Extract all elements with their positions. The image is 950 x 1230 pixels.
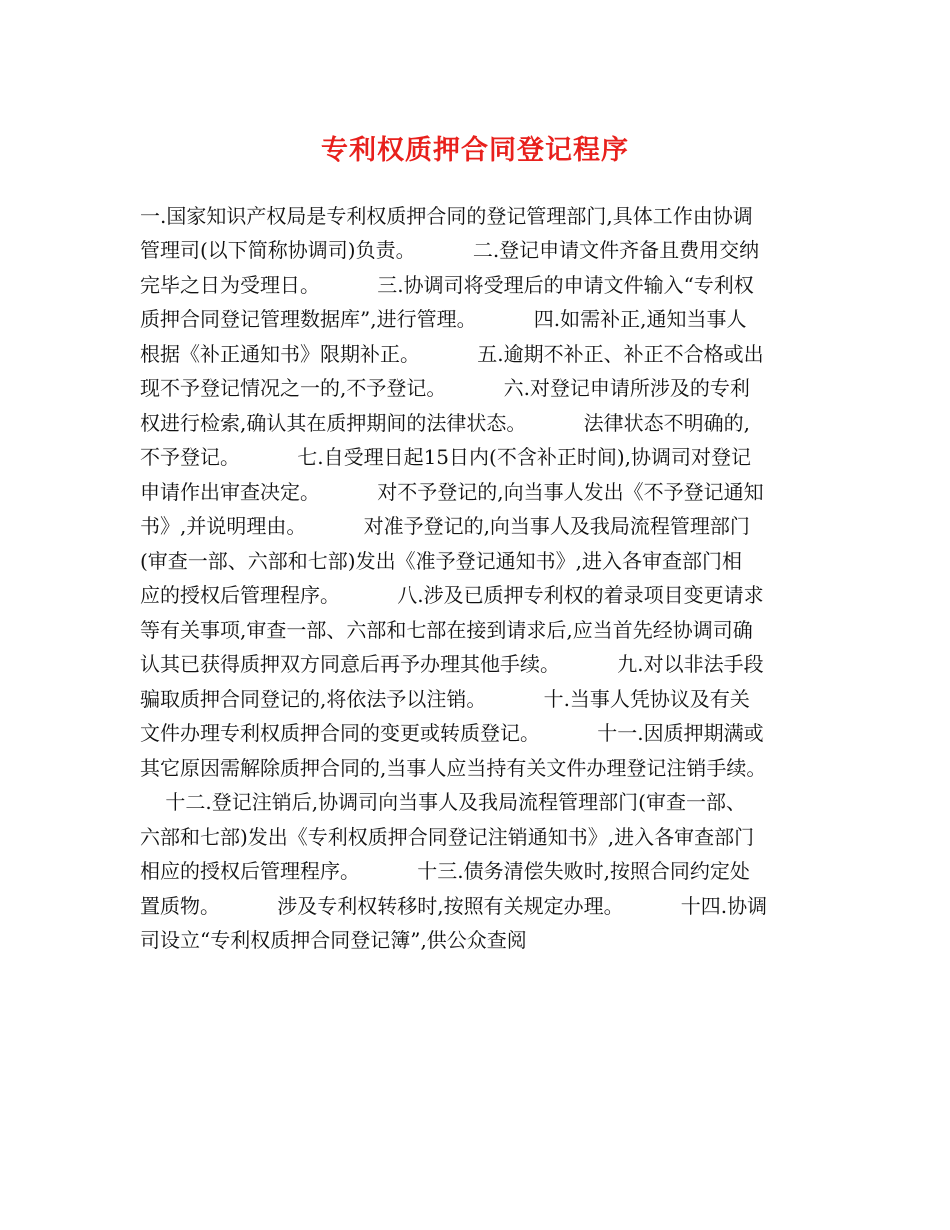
body-line: 完毕之日为受理日。 三.协调司将受理后的申请文件输入“专利权 — [140, 273, 754, 297]
body-line: 文件办理专利权质押合同的变更或转质登记。 十一.因质押期满或 — [140, 721, 764, 745]
body-line: 置质物。 涉及专利权转移时,按照有关规定办理。 十四.协调 — [140, 894, 768, 918]
document-title: 专利权质押合同登记程序 — [321, 135, 629, 166]
body-line: 相应的授权后管理程序。 十三.债务清偿失败时,按照合同约定处 — [140, 859, 750, 883]
body-line: 等有关事项,审查一部、六部和七部在接到请求后,应当首先经协调司确 — [140, 618, 753, 642]
body-line: 十二.登记注销后,协调司向当事人及我局流程管理部门(审查一部、 — [140, 790, 746, 814]
body-line: 申请作出审查决定。 对不予登记的,向当事人发出《不予登记通知 — [140, 480, 764, 504]
body-line: 六部和七部)发出《专利权质押合同登记注销通知书》,进入各审查部门 — [140, 825, 755, 849]
body-line: 司设立“专利权质押合同登记簿”,供公众查阅 — [140, 928, 527, 952]
body-line: 其它原因需解除质押合同的,当事人应当持有关文件办理登记注销手续。 — [140, 756, 767, 780]
body-line: 根据《补正通知书》限期补正。 五.逾期不补正、补正不合格或出 — [140, 342, 764, 366]
body-line: 权进行检索,确认其在质押期间的法律状态。 法律状态不明确的, — [140, 411, 750, 435]
body-line: 管理司(以下简称协调司)负责。 二.登记申请文件齐备且费用交纳 — [140, 238, 760, 262]
body-line: 应的授权后管理程序。 八.涉及已质押专利权的着录项目变更请求 — [140, 583, 764, 607]
body-line: 认其已获得质押双方同意后再予办理其他手续。 九.对以非法手段 — [140, 652, 764, 676]
body-line: 不予登记。 七.自受理日起15日内(不含补正时间),协调司对登记 — [140, 445, 751, 469]
body-line: 书》,并说明理由。 对准予登记的,向当事人及我局流程管理部门 — [140, 514, 750, 538]
body-line: 质押合同登记管理数据库”,进行管理。 四.如需补正,通知当事人 — [140, 307, 747, 331]
body-line: (审查一部、六部和七部)发出《准予登记通知书》,进入各审查部门相 — [140, 549, 742, 573]
body-line: 骗取质押合同登记的,将依法予以注销。 十.当事人凭协议及有关 — [140, 687, 750, 711]
body-line: 一.国家知识产权局是专利权质押合同的登记管理部门,具体工作由协调 — [140, 204, 753, 228]
body-line: 现不予登记情况之一的,不予登记。 六.对登记申请所涉及的专利 — [140, 376, 750, 400]
